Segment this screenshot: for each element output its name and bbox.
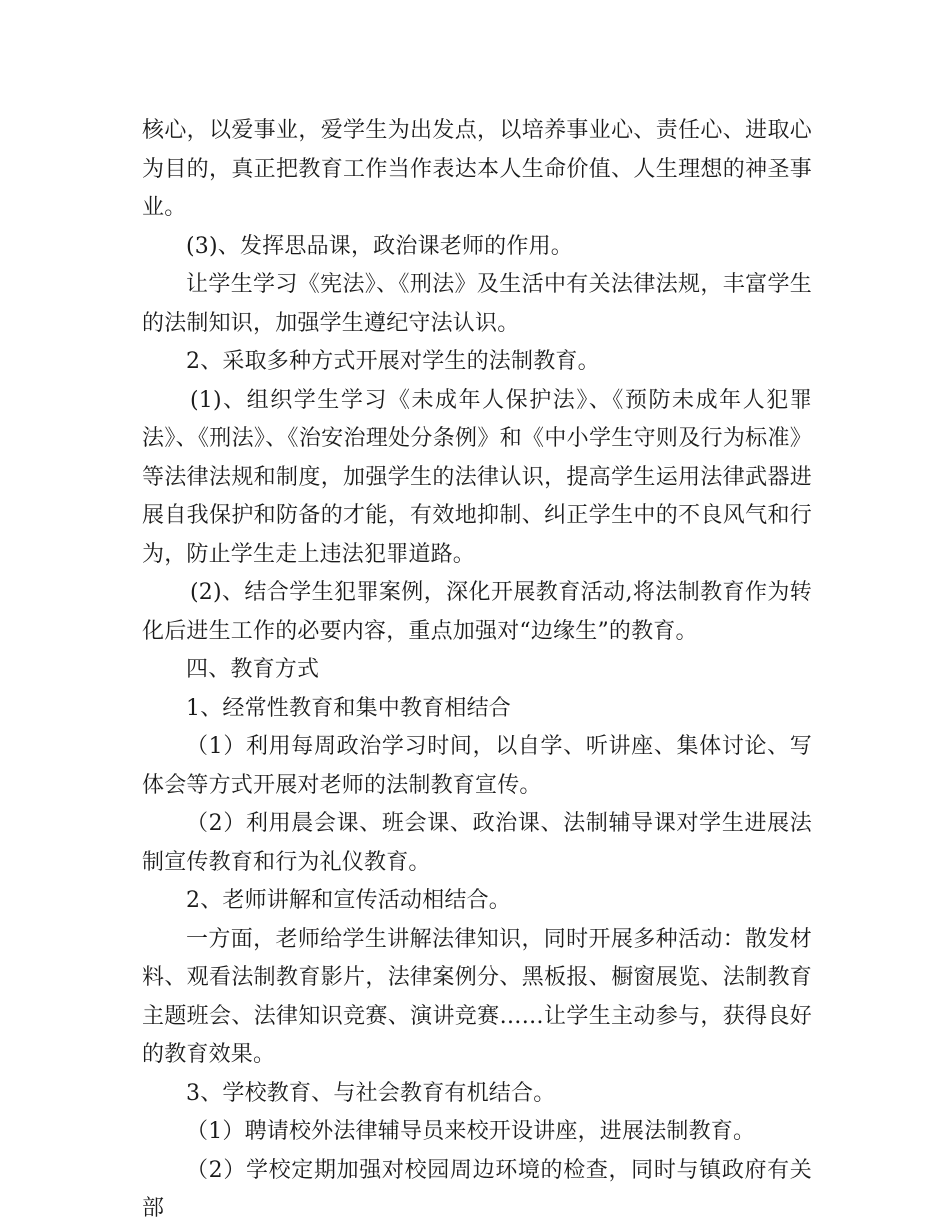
paragraph-continuation: 核心，以爱事业，爱学生为出发点，以培养事业心、责任心、进取心为目的，真正把教育工作当作表达本人生命价值、人生理想的神圣事业。 <box>142 118 812 220</box>
paragraph-item-2-body: (2)、结合学生犯罪案例，深化开展教育活动,将法制教育作为转化后进生工作的必要内容，重点加强对“边缘生”的教育。 <box>142 580 812 644</box>
subsection-2-heading: 2、老师讲解和宣传活动相结合。 <box>186 888 511 913</box>
section-2-heading: 2、采取多种方式开展对学生的法制教育。 <box>186 349 600 374</box>
subsection-3-heading: 3、学校教育、与社会教育有机结合。 <box>186 1080 556 1106</box>
document-body <box>142 112 812 1229</box>
paragraph-item-1-body: (1)、组织学生学习《未成年人保护法》、《预防未成年人犯罪法》、《刑法》、《治安治理处分条例》和《中小学生守则及行为标准》等法律法规和制度，加强学生的法律认识，提高学生运用法律武器进展自我保护和防备的才能，有效地抑制、纠正学生中的不良风气和行为，防止学生走上违法犯罪道路。 <box>142 387 812 567</box>
paragraph-item-3-body: 让学生学习《宪法》、《刑法》及生活中有关法律法规，丰富学生的法制知识，加强学生遵纪守法认识。 <box>142 272 812 336</box>
section-4-heading: 四、教育方式 <box>186 657 320 682</box>
subsection-3-item-2: （2）学校定期加强对校园周边环境的检查，同时与镇政府有关部 <box>142 1157 812 1221</box>
paragraph-item-3-heading: (3)、发挥思品课，政治课老师的作用。 <box>186 233 573 259</box>
subsection-1-item-1: （1）利用每周政治学习时间，以自学、听讲座、集体讨论、写体会等方式开展对老师的法制教育宣传。 <box>142 734 812 798</box>
subsection-2-body: 一方面，老师给学生讲解法律知识，同时开展多种活动：散发材料、观看法制教育影片，法律案例分、黑板报、橱窗展览、法制教育主题班会、法律知识竞赛、演讲竞赛……让学生主动参与，获得良好的教育效果。 <box>142 926 812 1067</box>
subsection-1-item-2: （2）利用晨会课、班会课、政治课、法制辅导课对学生进展法制宣传教育和行为礼仪教育。 <box>142 811 812 875</box>
subsection-3-item-1: （1）聘请校外法律辅导员来校开设讲座，进展法制教育。 <box>186 1119 756 1144</box>
subsection-1-heading: 1、经常性教育和集中教育相结合 <box>186 695 511 721</box>
